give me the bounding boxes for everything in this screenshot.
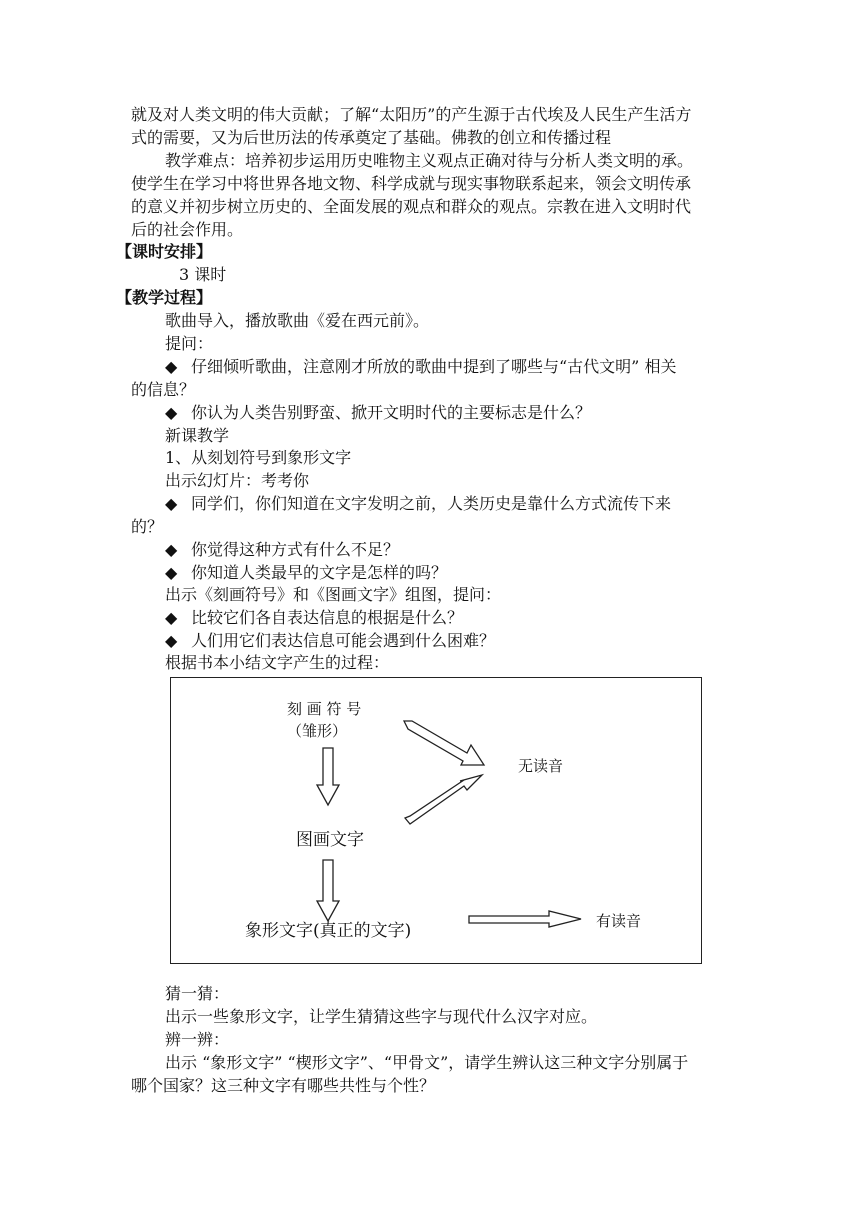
bullet-text: 你知道人类最早的文字是怎样的吗？ [191,563,448,582]
bullet-item [165,607,463,629]
bullet-item [165,539,399,561]
down-arrow-icon [317,860,339,921]
right-arrow-icon [469,911,581,927]
diamond-bullet-icon: ◆ [165,403,178,422]
bullet-text: 你觉得这种方式有什么不足？ [191,540,400,559]
bullet-continuation: 的信息？ [131,380,196,399]
new-lesson-label: 新课教学 [165,426,230,445]
bullet-text: 你认为人类告别野蛮、掀开文明时代的主要标志是什么？ [191,403,592,422]
paragraph-line: 式的需要，又为后世历法的传承奠定了基础。佛教的创立和传播过程 [131,128,612,147]
node-picture-writing: 图画文字 [296,830,364,850]
bullet-item [165,493,671,515]
diamond-bullet-icon: ◆ [165,357,178,376]
lesson-count: 3 课时 [179,265,227,284]
ask-label: 提问： [165,334,214,353]
node-carved-symbols-note: （雏形） [287,722,348,740]
bullet-item [165,562,447,584]
summary-text: 根据书本小结文字产生的过程： [165,653,390,672]
bullet-text: 人们用它们表达信息可能会遇到什么困难？ [191,631,496,650]
section-title: 1、从刻划符号到象形文字 [165,448,352,467]
slide-text: 出示幻灯片：考考你 [165,471,310,490]
bullet-continuation: 的？ [131,517,164,536]
paragraph-line: 的意义并初步树立历史的、全面发展的观点和群众的观点。宗教在进入文明时代 [131,197,692,216]
guess-text: 出示一些象形文字，让学生猜猜这些字与现代什么汉字对应。 [165,1007,598,1026]
distinguish-text-continuation: 哪个国家？这三种文字有哪些共性与个性？ [131,1076,436,1095]
bullet-item [165,356,676,378]
paragraph-line: 后的社会作用。 [131,220,244,239]
bullet-text: 比较它们各自表达信息的根据是什么？ [191,608,464,627]
distinguish-title: 辨一辨： [165,1030,230,1049]
paragraph-line: 使学生在学习中将世界各地文物、科学成就与现实事物联系起来，领会文明传承 [131,174,692,193]
bullet-item [165,402,591,424]
node-carved-symbols: 刻 画 符 号 [287,700,362,718]
section-heading-lesson: 【课时安排】 [116,242,213,261]
diagonal-arrow-icon [404,721,484,765]
label-has-sound: 有读音 [596,912,642,930]
section-heading-process: 【教学过程】 [116,288,213,307]
bullet-text: 同学们，你们知道在文字发明之前，人类历史是靠什么方式流传下来 [191,494,672,513]
diamond-bullet-icon: ◆ [165,563,178,582]
show-pictures-text: 出示《刻画符号》和《图画文字》组图，提问： [165,585,502,604]
diagonal-arrow-icon [405,775,482,824]
label-no-sound: 无读音 [518,757,564,775]
bullet-text: 仔细倾听歌曲，注意刚才所放的歌曲中提到了哪些与“古代文明” 相关 [191,357,677,376]
diamond-bullet-icon: ◆ [165,631,178,650]
paragraph-line: 就及对人类文明的伟大贡献；了解“太阳历”的产生源于古代埃及人民生产生活方 [131,105,692,124]
node-pictographic-writing: 象形文字(真正的文字) [245,921,412,941]
distinguish-text: 出示 “象形文字” “楔形文字”、“甲骨文”，请学生辨认这三种文字分别属于 [165,1053,689,1072]
diamond-bullet-icon: ◆ [165,608,178,627]
diamond-bullet-icon: ◆ [165,540,178,559]
guess-title: 猜一猜： [165,984,230,1003]
diamond-bullet-icon: ◆ [165,494,178,513]
bullet-item [165,630,495,652]
paragraph-line: 教学难点：培养初步运用历史唯物主义观点正确对待与分析人类文明的承。 [165,151,694,170]
down-arrow-icon [317,748,339,805]
writing-evolution-diagram [170,677,702,964]
intro-text: 歌曲导入，播放歌曲《爱在西元前》。 [165,311,430,330]
